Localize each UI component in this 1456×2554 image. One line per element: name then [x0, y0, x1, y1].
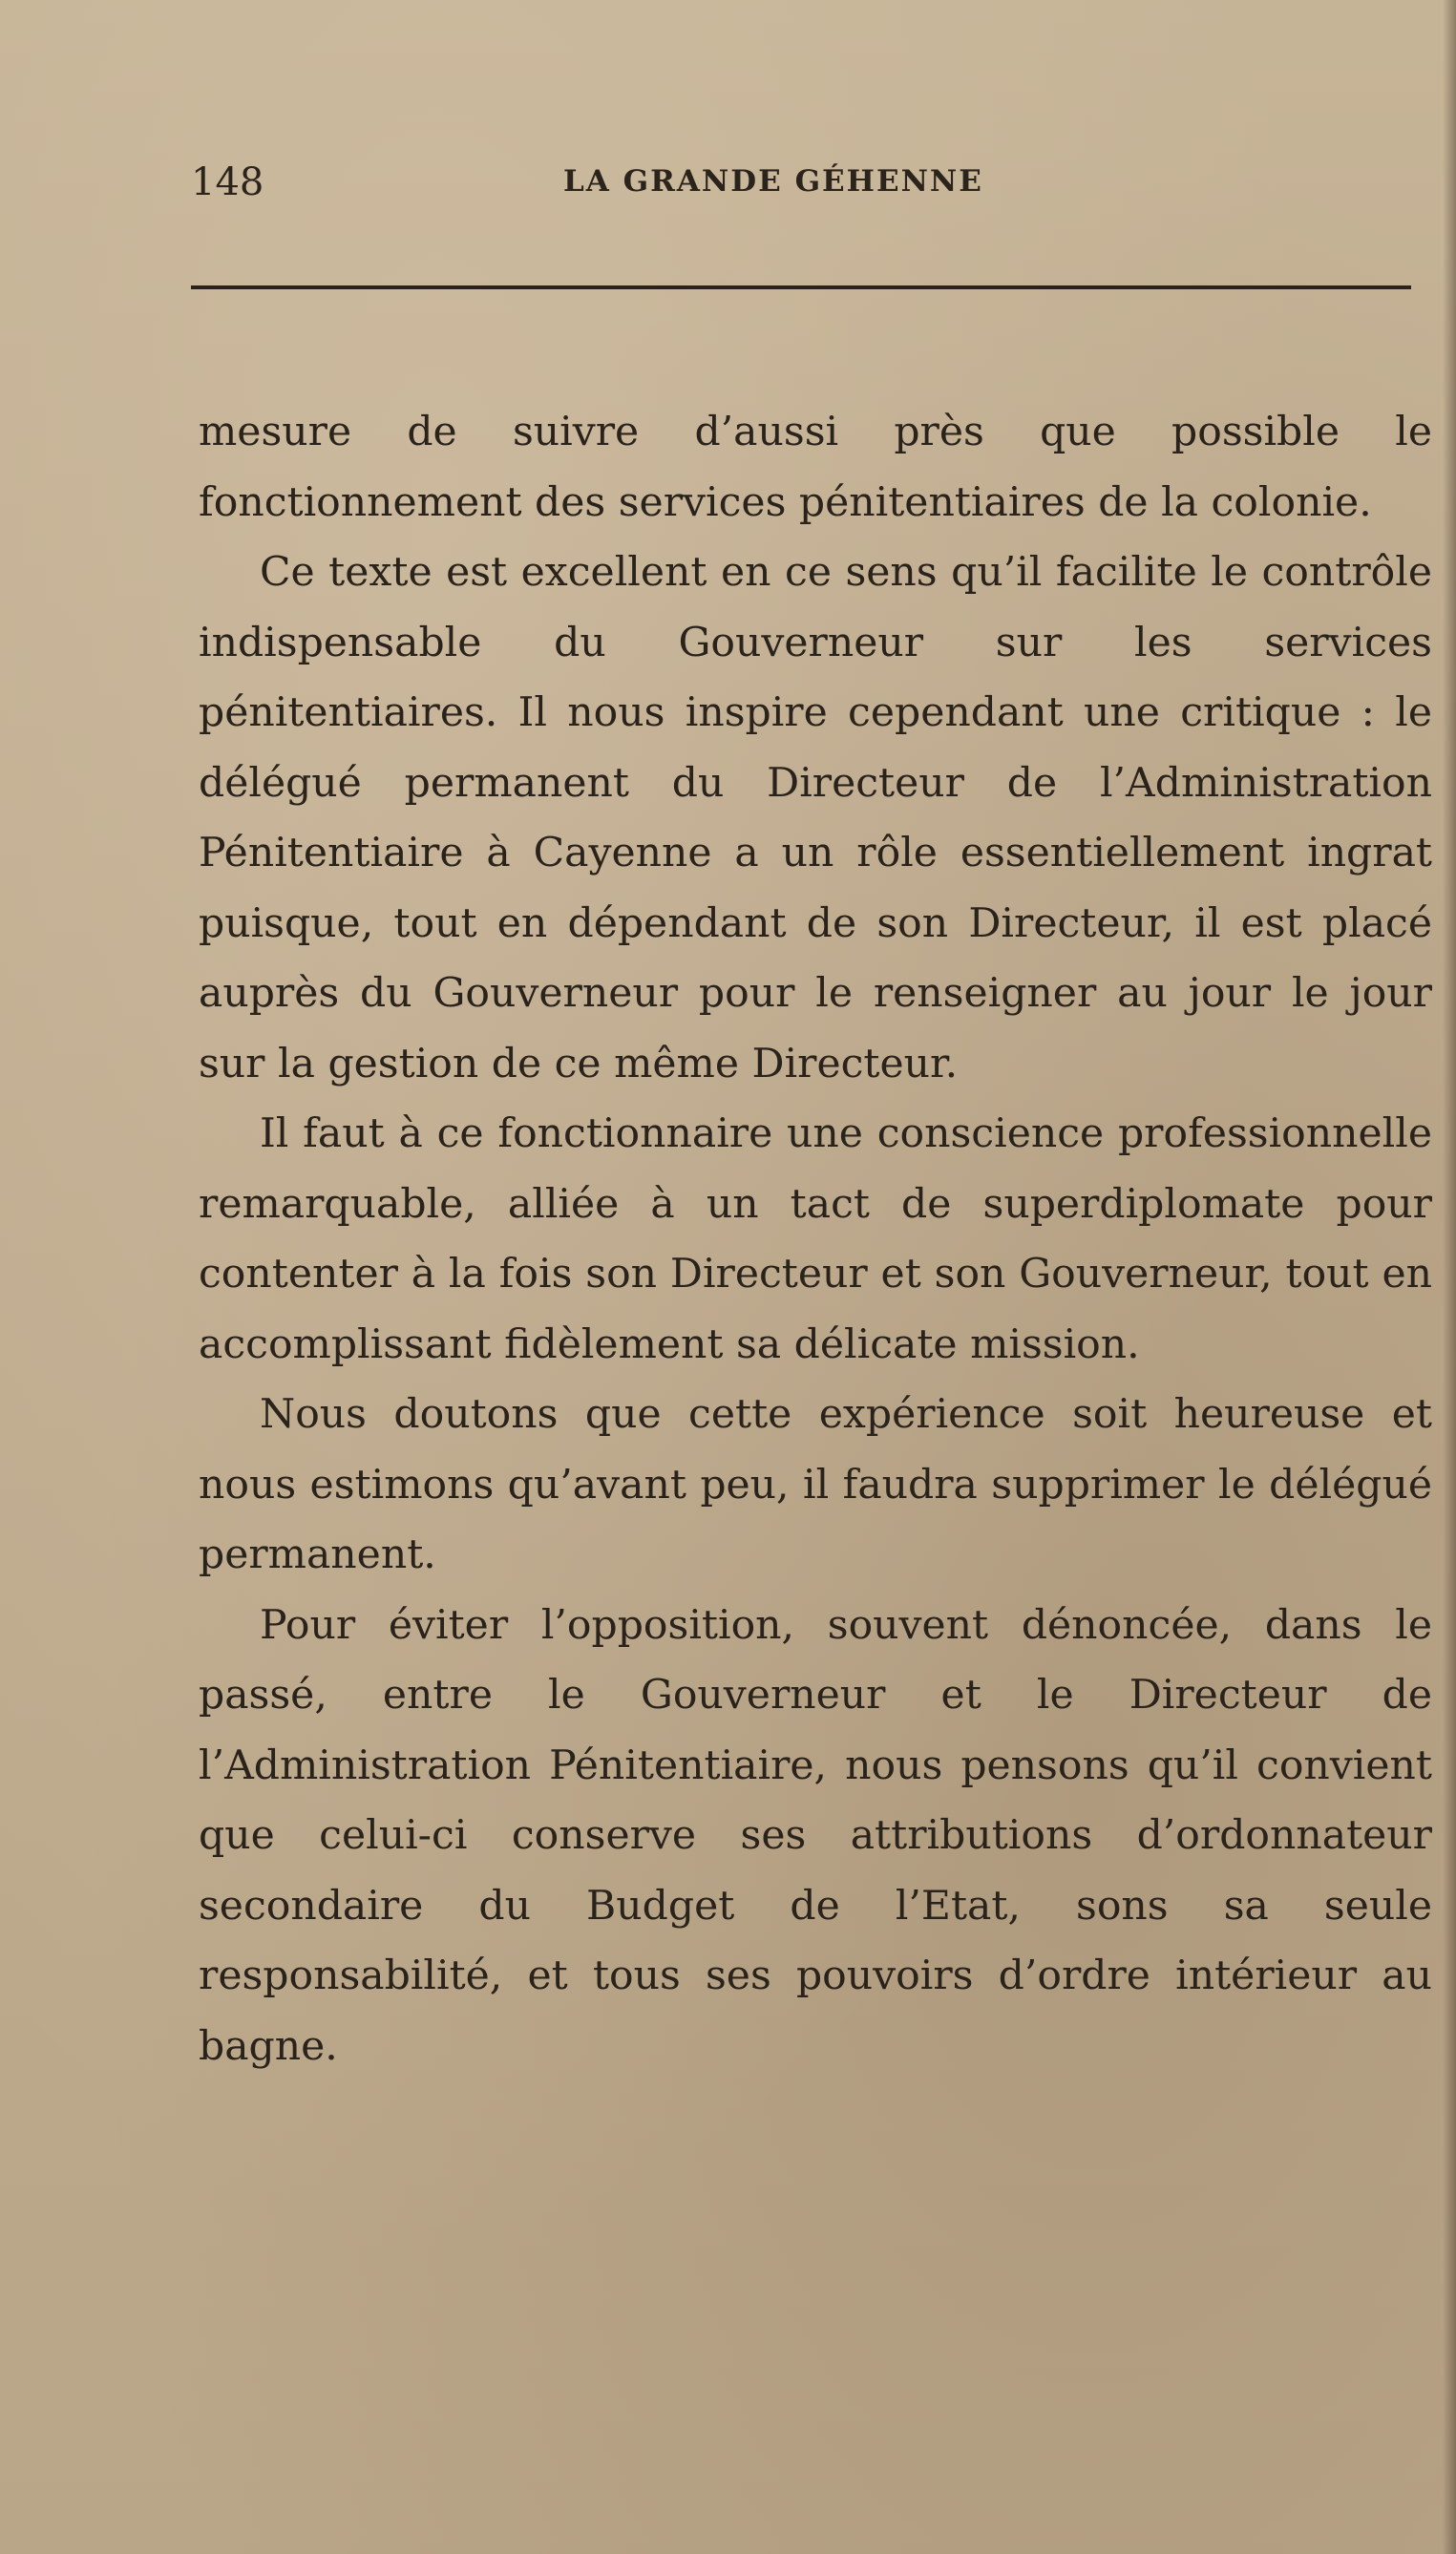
page-header [191, 160, 1411, 218]
page-number: 148 [191, 160, 264, 204]
paragraph: Nous doutons que cette expérience soit heureuse et nous estimons qu’avant peu, il faudra supprimer le délégué permanent. [199, 1391, 1432, 1578]
paragraph: Ce texte est excellent en ce sens qu’il facilite le contrôle indispensable du Gouverneur sur les services pénitentiaires. Il nous inspire cependant une critique : le délégué permanent du Directeur de l’Administration Pénitentiaire à Cayenne a un rôle essentiellement ingrat puisque, tout en dépendant de son Directeur, il est placé auprès du Gouverneur pour le renseigner au jour le jour sur la gestion de ce même Directeur. [199, 549, 1432, 1087]
paragraph: Pour éviter l’opposition, souvent dénoncée, dans le passé, entre le Gouverneur et le Directeur de l’Administration Pénitentiaire, nous pensons qu’il convient que celui-ci conserve ses attributions d’ordonnateur secondaire du Budget de l’Etat, sons sa seule responsabilité, et tous ses pouvoirs d’ordre intérieur au bagne. [199, 1601, 1432, 2070]
paragraph: Il faut à ce fonctionnaire une conscience professionnelle remarquable, alliée à un tact de superdiplomate pour contenter à la fois son Directeur et son Gouverneur, tout en accomplissant fidèlement sa délicate mission. [199, 1110, 1432, 1368]
header-rule [191, 285, 1411, 289]
paragraph-continuation: mesure de suivre d’aussi près que possible le fonctionnement des services pénitentiaires de la colonie. [199, 409, 1432, 526]
body-text [199, 397, 1432, 2081]
running-title: LA GRANDE GÉHENNE [563, 164, 983, 199]
